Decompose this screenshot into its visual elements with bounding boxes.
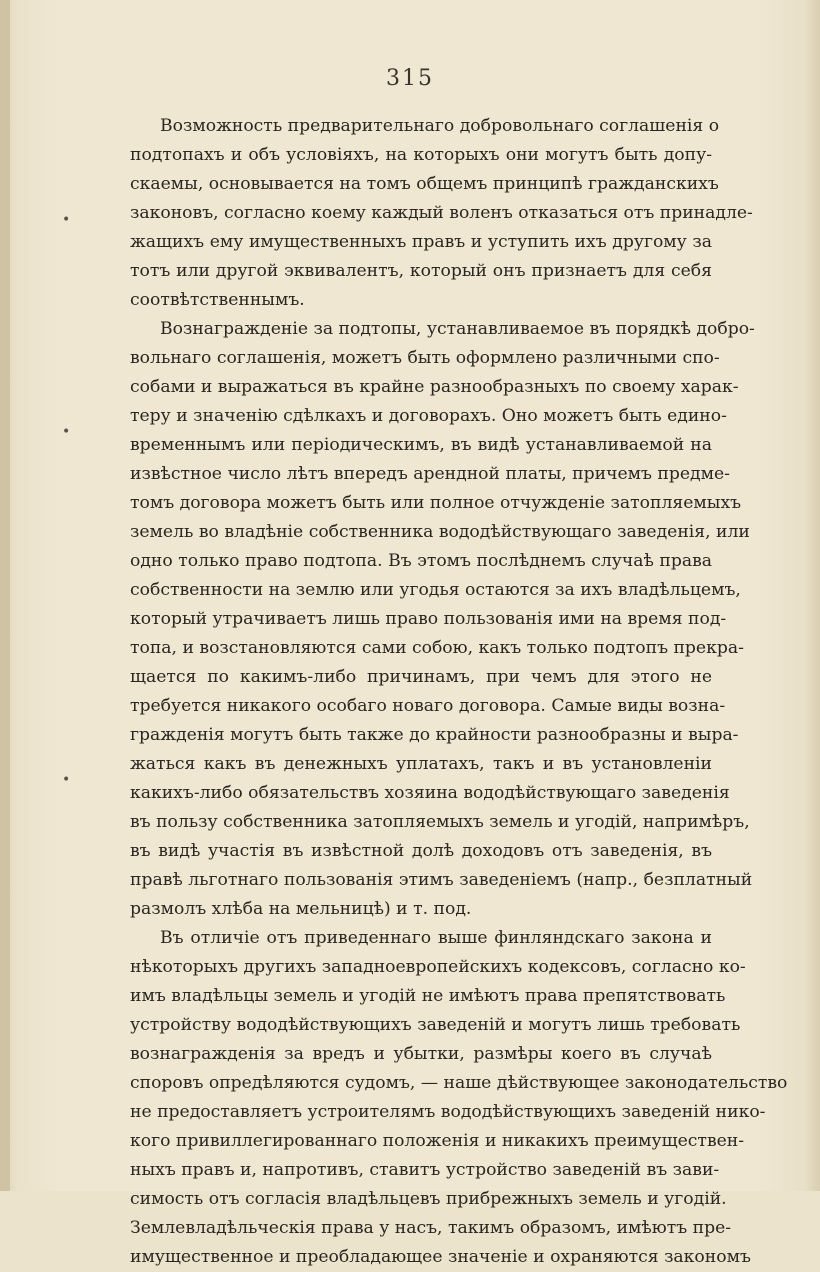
text-line: правѣ льготнаго пользованія этимъ заведеніемъ (напр., безплатный <box>130 870 753 890</box>
text-line: одно только право подтопа. Въ этомъ послѣднемъ случаѣ права <box>130 551 712 571</box>
text-line: щается по какимъ-либо причинамъ, при чемъ для этого не <box>130 667 712 687</box>
binding-gutter <box>0 0 10 1191</box>
text-line: жащихъ ему имущественныхъ правъ и уступить ихъ другому за <box>130 232 712 252</box>
text-line: который утрачиваетъ лишь право пользованія ими на время под- <box>130 609 727 629</box>
text-line: въ видѣ участія въ извѣстной долѣ доходовъ отъ заведенія, въ <box>130 841 712 861</box>
text-line: нѣкоторыхъ другихъ западноевропейскихъ кодексовъ, согласно ко- <box>130 957 746 977</box>
text-line: имущественное и преобладающее значеніе и охраняются закономъ <box>130 1247 751 1267</box>
text-line: собами и выражаться въ крайне разнообразныхъ по своему харак- <box>130 377 739 397</box>
text-line: споровъ опредѣляются судомъ, — наше дѣйствующее законодательство <box>130 1073 788 1093</box>
text-line: Вознагражденіе за подтопы, устанавливаемое въ порядкѣ добро- <box>160 319 755 339</box>
margin-dot-icon: • <box>62 424 71 440</box>
text-line: Въ отличіе отъ приведеннаго выше финляндскаго закона и <box>160 928 712 948</box>
text-line: требуется никакого особаго новаго договора. Самые виды возна- <box>130 696 726 716</box>
text-line: устройству вододѣйствующихъ заведеній и могутъ лишь требовать <box>130 1015 741 1035</box>
text-line: ныхъ правъ и, напротивъ, ставитъ устройство заведеній въ зави- <box>130 1160 720 1180</box>
margin-dot-icon: • <box>62 772 71 788</box>
text-line: Землевладѣльческія права у насъ, такимъ образомъ, имѣютъ пре- <box>130 1218 732 1238</box>
text-line: собственности на землю или угодья остаются за ихъ владѣльцемъ, <box>130 580 741 600</box>
margin-dot-icon: • <box>62 212 71 228</box>
text-line: временнымъ или періодическимъ, въ видѣ устанавливаемой на <box>130 435 712 455</box>
text-line: размолъ хлѣба на мельницѣ) и т. под. <box>130 899 472 919</box>
text-line: Возможность предварительнаго добровольнаго соглашенія о <box>160 116 720 136</box>
text-line: подтопахъ и объ условіяхъ, на которыхъ они могутъ быть допу- <box>130 145 712 165</box>
text-line: законовъ, согласно коему каждый воленъ отказаться отъ принадле- <box>130 203 753 223</box>
text-line: гражденія могутъ быть также до крайности разнообразны и выра- <box>130 725 739 745</box>
text-line: въ пользу собственника затопляемыхъ земель и угодій, напримѣръ, <box>130 812 750 832</box>
text-line: вознагражденія за вредъ и убытки, размѣры коего въ случаѣ <box>130 1044 712 1064</box>
text-line: извѣстное число лѣтъ впередъ арендной платы, причемъ предме- <box>130 464 730 484</box>
text-line: какихъ-либо обязательствъ хозяина вододѣйствующаго заведенія <box>130 783 730 803</box>
body-text <box>130 112 788 1272</box>
text-line: тотъ или другой эквивалентъ, который онъ признаетъ для себя <box>130 261 712 281</box>
text-line: земель во владѣніе собственника вододѣйствующаго заведенія, или <box>130 522 750 542</box>
text-line: симость отъ согласія владѣльцевъ прибрежныхъ земель и угодій. <box>130 1189 727 1209</box>
text-line: скаемы, основывается на томъ общемъ принципѣ гражданскихъ <box>130 174 719 194</box>
text-line: соотвѣтственнымъ. <box>130 290 305 310</box>
text-line: имъ владѣльцы земель и угодій не имѣютъ права препятствовать <box>130 986 726 1006</box>
text-line: вольнаго соглашенія, можетъ быть оформлено различными спо- <box>130 348 720 368</box>
text-line: топа, и возстановляются сами собою, какъ только подтопъ прекра- <box>130 638 744 658</box>
text-line: жаться какъ въ денежныхъ уплатахъ, такъ и въ установленіи <box>130 754 712 774</box>
text-line: не предоставляетъ устроителямъ вододѣйствующихъ заведеній нико- <box>130 1102 766 1122</box>
text-line: кого привиллегированнаго положенія и никакихъ преимуществен- <box>130 1131 745 1151</box>
text-line: теру и значенію сдѣлкахъ и договорахъ. Оно можетъ быть едино- <box>130 406 727 426</box>
text-line: томъ договора можетъ быть или полное отчужденіе затопляемыхъ <box>130 493 742 513</box>
page-number: 315 <box>386 66 434 91</box>
